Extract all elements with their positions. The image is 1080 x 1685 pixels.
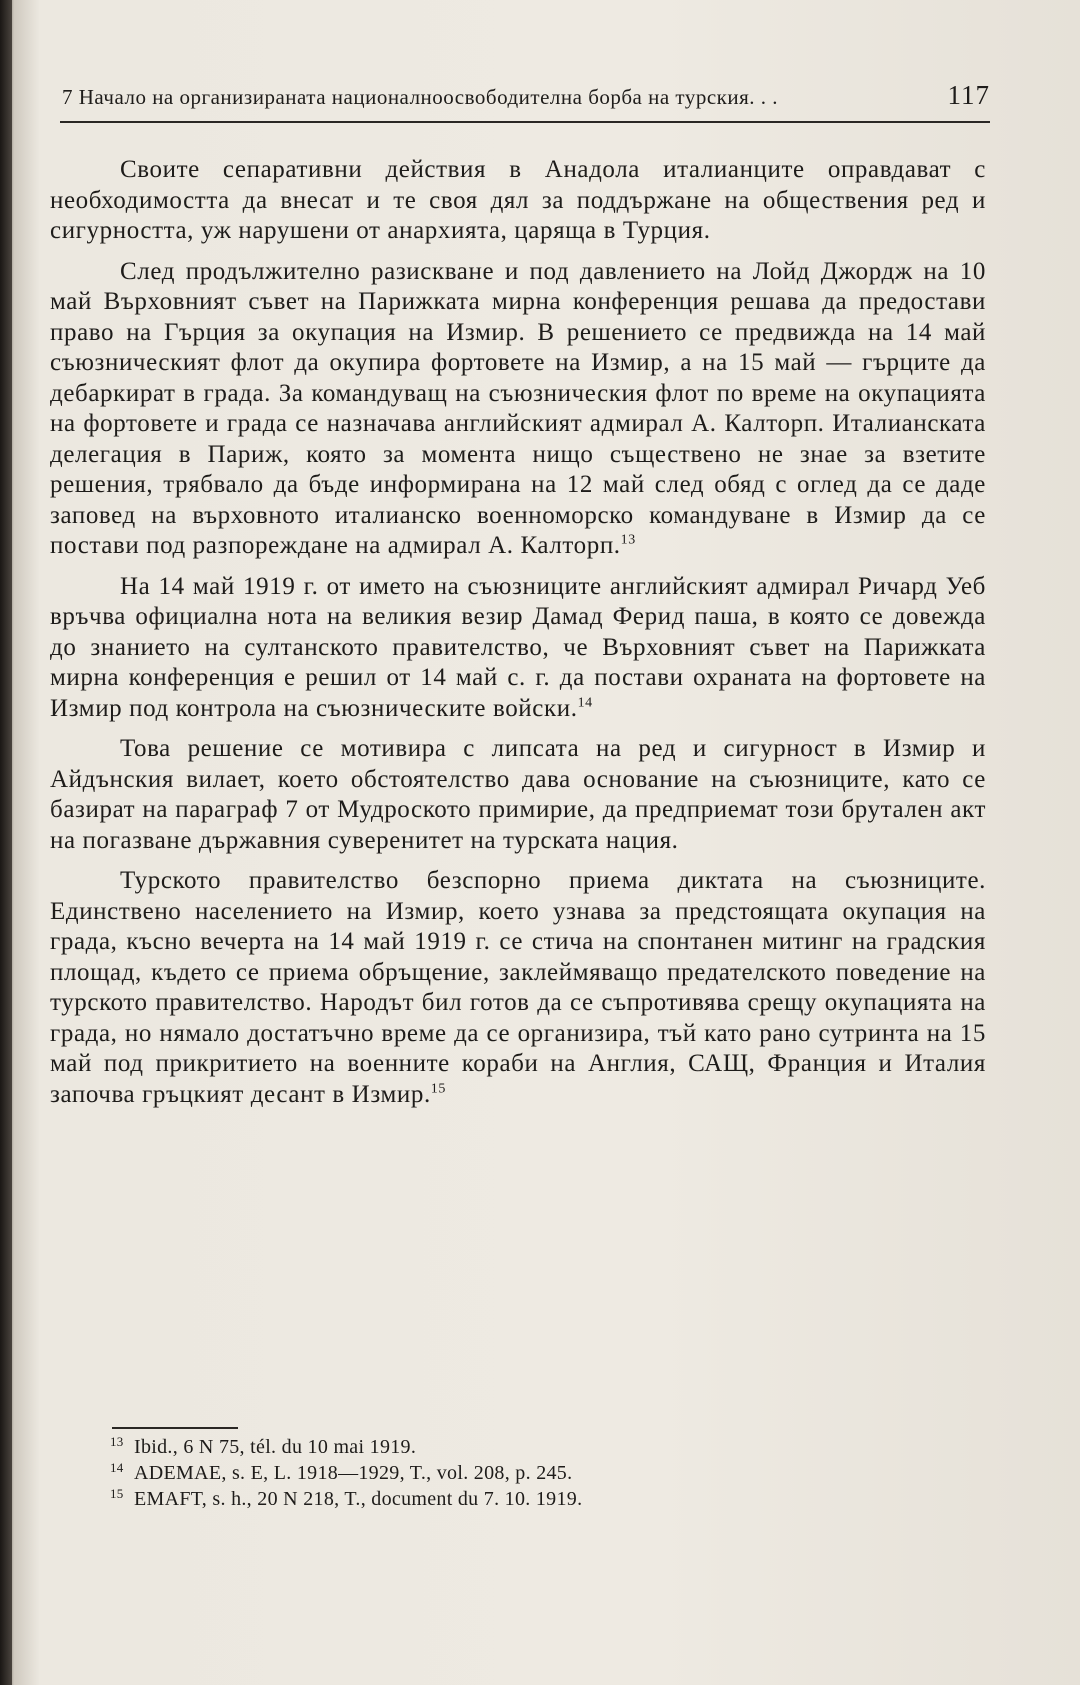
body-text: [50, 155, 986, 1120]
paragraph: След продължително разискване и под давлението на Лойд Джордж на 10 май Върховният съвет на Парижката мирна конференция решава да предостави право на Гърция за окупация на Измир. В решението се предвижда на 14 май съюзническият флот да окупира фортовете на Измир, а на 15 май — гърците да дебаркират в града. За командуващ на съюзническия флот по време на окупацията на фортовете и града се назначава английският адмирал А. Калторп. Италианската делегация в Париж, която за момента нищо съществено не знае за взетите решения, трябвало да бъде информирана на 12 май след обяд с оглед да се даде заповед на върховното италианско военноморско командуване в Измир да се постави под разпореждане на адмирал А. Калторп.$^{13}$: [50, 257, 986, 559]
footnote-ref: 13: [620, 532, 636, 548]
footnote-ref: 15: [430, 1081, 446, 1097]
footnote-ref: 14: [577, 695, 593, 711]
footnote: 13 Ibid., 6 N 75, tél. du 10 mai 1919.: [110, 1434, 417, 1458]
running-title: 7 Начало на организираната националноосвободителна борба на турския. . .: [62, 85, 779, 109]
paragraph: Това решение се мотивира с липсата на ред и сигурност в Измир и Айдънския вилает, което обстоятелство дава основание на съюзниците, като се базират на параграф 7 от Мудроското примирие, да предприемат този брутален акт на погазване държавния суверенитет на турската нация.: [50, 735, 986, 854]
header-rule: [60, 121, 990, 123]
footnote-rule: [112, 1427, 238, 1429]
footnote: 15 EMAFT, s. h., 20 N 218, T., document du 7. 10. 1919.: [110, 1486, 583, 1510]
paragraph: Своите сепаративни действия в Анадола италианците оправдават с необходимостта да внесат и те своя дял за поддържане на обществения ред и сигурността, уж нарушени от анархията, цаpяща в Турция.: [50, 156, 986, 244]
running-header: [62, 80, 990, 120]
page-number: 117: [947, 80, 990, 110]
footnote: 14 ADEMAE, s. E, L. 1918—1929, T., vol. 208, p. 245.: [110, 1460, 573, 1484]
footnotes: [110, 1434, 870, 1512]
page-binding-edge: [0, 0, 12, 1685]
paragraph: На 14 май 1919 г. от името на съюзниците английският адмирал Ричард Уеб връчва официална нота на великия везир Дамад Ферид паша, в която се довежда до знанието на султанското правителство, че Върховният съвет на Парижката мирна конференция е решил от 14 май с. г. да постави охраната на фортовете на Измир под контрола на съюзническите войски.$^{14}$: [50, 572, 986, 722]
paragraph: Турското правителство безспорно приема диктата на съюзниците. Единствено населението на Измир, което узнава за предстоящата окупация на града, късно вечерта на 14 май 1919 г. се стича на спонтанен митинг на градския площад, където се приема обръщение, заклеймяващо предателското поведение на турското правителство. Народът бил готов да се съпротивява срещу окупацията на града, но нямало достатъчно време да се организира, тъй като рано сутринта на 15 май под прикритието на военните кораби на Англия, САЩ, Франция и Италия започва гръцкият десант в Измир.$^{15}$: [50, 867, 986, 1108]
